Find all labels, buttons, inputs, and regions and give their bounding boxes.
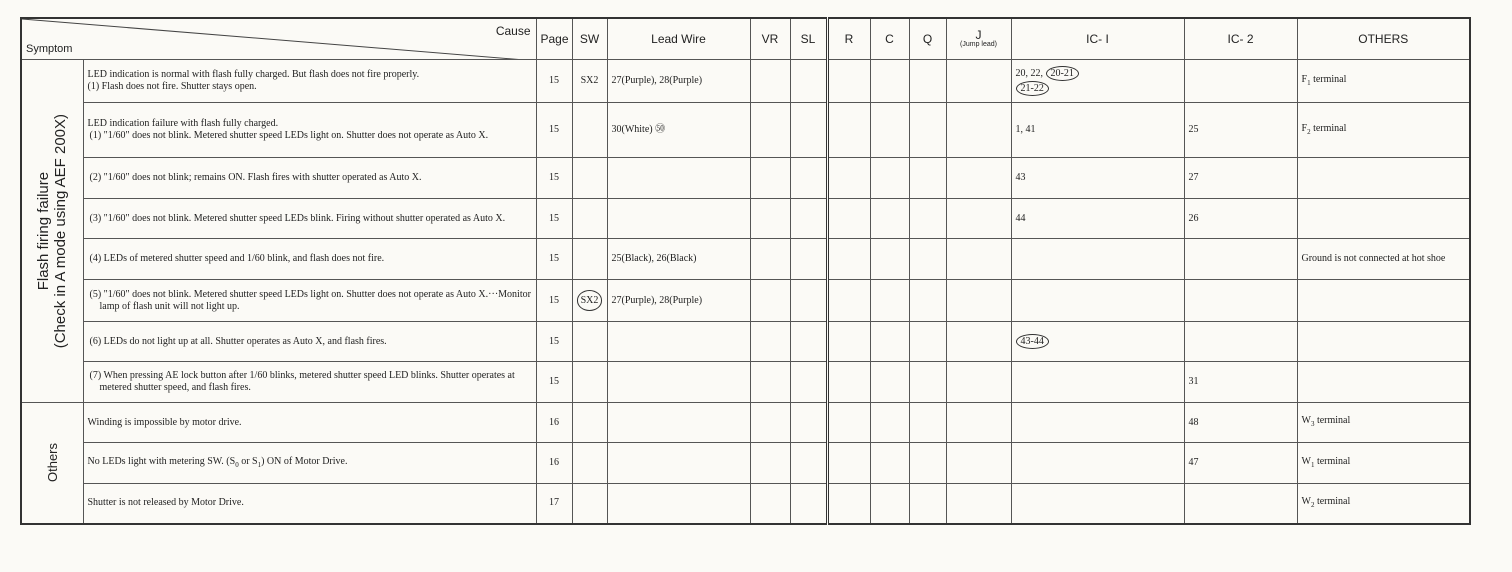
header-row [21,18,1470,60]
table-row [21,239,1470,280]
others-cell: $F_2$ terminal [1297,103,1470,158]
j-sub-label: (Jump lead) [960,41,997,48]
ic2-header: IC- 2 [1184,18,1297,60]
table-row [21,199,1470,239]
symptom-cell: (6) LEDs do not light up at all. Shutter operates as Auto X, and flash fires. [83,322,536,362]
page-cell: 15 [536,199,572,239]
table-row [21,403,1470,443]
ic1-header: IC- I [1011,18,1184,60]
ic1-circled-value: 43-44 [1016,334,1049,349]
diagonal-divider [22,19,536,60]
q-header: Q [909,18,946,60]
cause-symptom-header [21,18,536,60]
ic1-circled-value: 20-21 [1046,66,1079,81]
page-cell: 16 [536,403,572,443]
j-header [946,18,1011,60]
symptom-cell: (5) "1/60" does not blink. Metered shutter speed LEDs light on. Shutter does not operate as Auto X.···Monitor lamp of flash unit will not light up. [83,280,536,322]
ic1-circled-value: 21-22 [1016,81,1049,96]
ic2-cell: 48 [1184,403,1297,443]
sw-circled-value: SX2 [577,290,603,311]
symptom-text: (1) "1/60" does not blink. Metered shutter speed LEDs light on. Shutter does not operate as Auto X. [89,130,489,141]
ic2-cell: 47 [1184,443,1297,484]
table-row [21,158,1470,199]
lead-wire-cell: 27(Purple), 28(Purple) [607,280,750,322]
page-cell: 15 [536,362,572,403]
ic1-cell: 43 [1011,158,1184,199]
page-header: Page [536,18,572,60]
ic2-cell [1184,60,1297,103]
table-row [21,362,1470,403]
ic2-cell: 27 [1184,158,1297,199]
r-header: R [827,18,870,60]
cause-label: Cause [495,24,531,38]
page-cell: 15 [536,60,572,103]
others-cell: $W_1$ terminal [1297,443,1470,484]
ic1-value: 20, 22, [1015,68,1043,79]
ic1-cell: 44 [1011,199,1184,239]
symptom-cell [83,103,536,158]
symptom-text: (1) Flash does not fire. Shutter stays open. [87,81,257,92]
ic2-cell: 25 [1184,103,1297,158]
lead-wire-header: Lead Wire [607,18,750,60]
sw-cell [572,280,607,322]
ic1-cell [1011,322,1184,362]
table-row [21,103,1470,158]
symptom-cell: (3) "1/60" does not blink. Metered shutter speed LEDs blink. Firing without shutter operated as Auto X. [83,199,536,239]
table-row [21,443,1470,484]
flash-group-line1: Flash firing failure [35,171,53,291]
ic2-cell: 31 [1184,362,1297,403]
page-cell: 15 [536,239,572,280]
j-label: J [975,28,982,42]
sl-header: SL [790,18,827,60]
table-row [21,60,1470,103]
page-cell: 15 [536,322,572,362]
symptom-cell [83,60,536,103]
symptom-cell: (7) When pressing AE lock button after 1/60 blinks, metered shutter speed LED blinks. Shutter operates at metered shutter speed, and flash fires. [83,362,536,403]
others-cell: $F_1$ terminal [1297,60,1470,103]
lead-wire-cell: 30(White) ㊿ [607,103,750,158]
symptom-heading: LED indication is normal with flash fully charged. But flash does not fire properly. [87,69,420,80]
symptom-cell: No LEDs light with metering SW. ($S_0$ or $S_1$) ON of Motor Drive. [83,443,536,484]
table-row [21,280,1470,322]
sw-header: SW [572,18,607,60]
others-header: OTHERS [1297,18,1470,60]
page-cell: 15 [536,158,572,199]
ic1-cell: 1, 41 [1011,103,1184,158]
ic1-cell [1011,60,1184,103]
others-cell: $W_3$ terminal [1297,403,1470,443]
table-row [21,322,1470,362]
others-group-label: Others [21,403,83,524]
page-cell: 15 [536,103,572,158]
page-cell: 17 [536,484,572,524]
troubleshooting-table [20,17,1471,525]
symptom-heading: LED indication failure with flash fully charged. [87,118,279,129]
symptom-cell: Shutter is not released by Motor Drive. [83,484,536,524]
flash-firing-group-label [21,60,83,403]
others-cell: $W_2$ terminal [1297,484,1470,524]
c-header: C [870,18,909,60]
others-cell: Ground is not connected at hot shoe [1297,239,1470,280]
lead-wire-cell: 25(Black), 26(Black) [607,239,750,280]
flash-group-line2: (Check in A mode using AEF 200X) [52,113,70,349]
lead-wire-cell: 27(Purple), 28(Purple) [607,60,750,103]
page-cell: 16 [536,443,572,484]
symptom-cell: (4) LEDs of metered shutter speed and 1/60 blink, and flash does not fire. [83,239,536,280]
table-row [21,484,1470,524]
circled-50-mark: ㊿ [655,124,666,135]
page-cell: 15 [536,280,572,322]
symptom-label: Symptom [26,43,73,55]
symptom-cell: (2) "1/60" does not blink; remains ON. Flash fires with shutter operated as Auto X. [83,158,536,199]
vr-header: VR [750,18,790,60]
ic2-cell: 26 [1184,199,1297,239]
sw-cell: SX2 [572,60,607,103]
symptom-cell: Winding is impossible by motor drive. [83,403,536,443]
